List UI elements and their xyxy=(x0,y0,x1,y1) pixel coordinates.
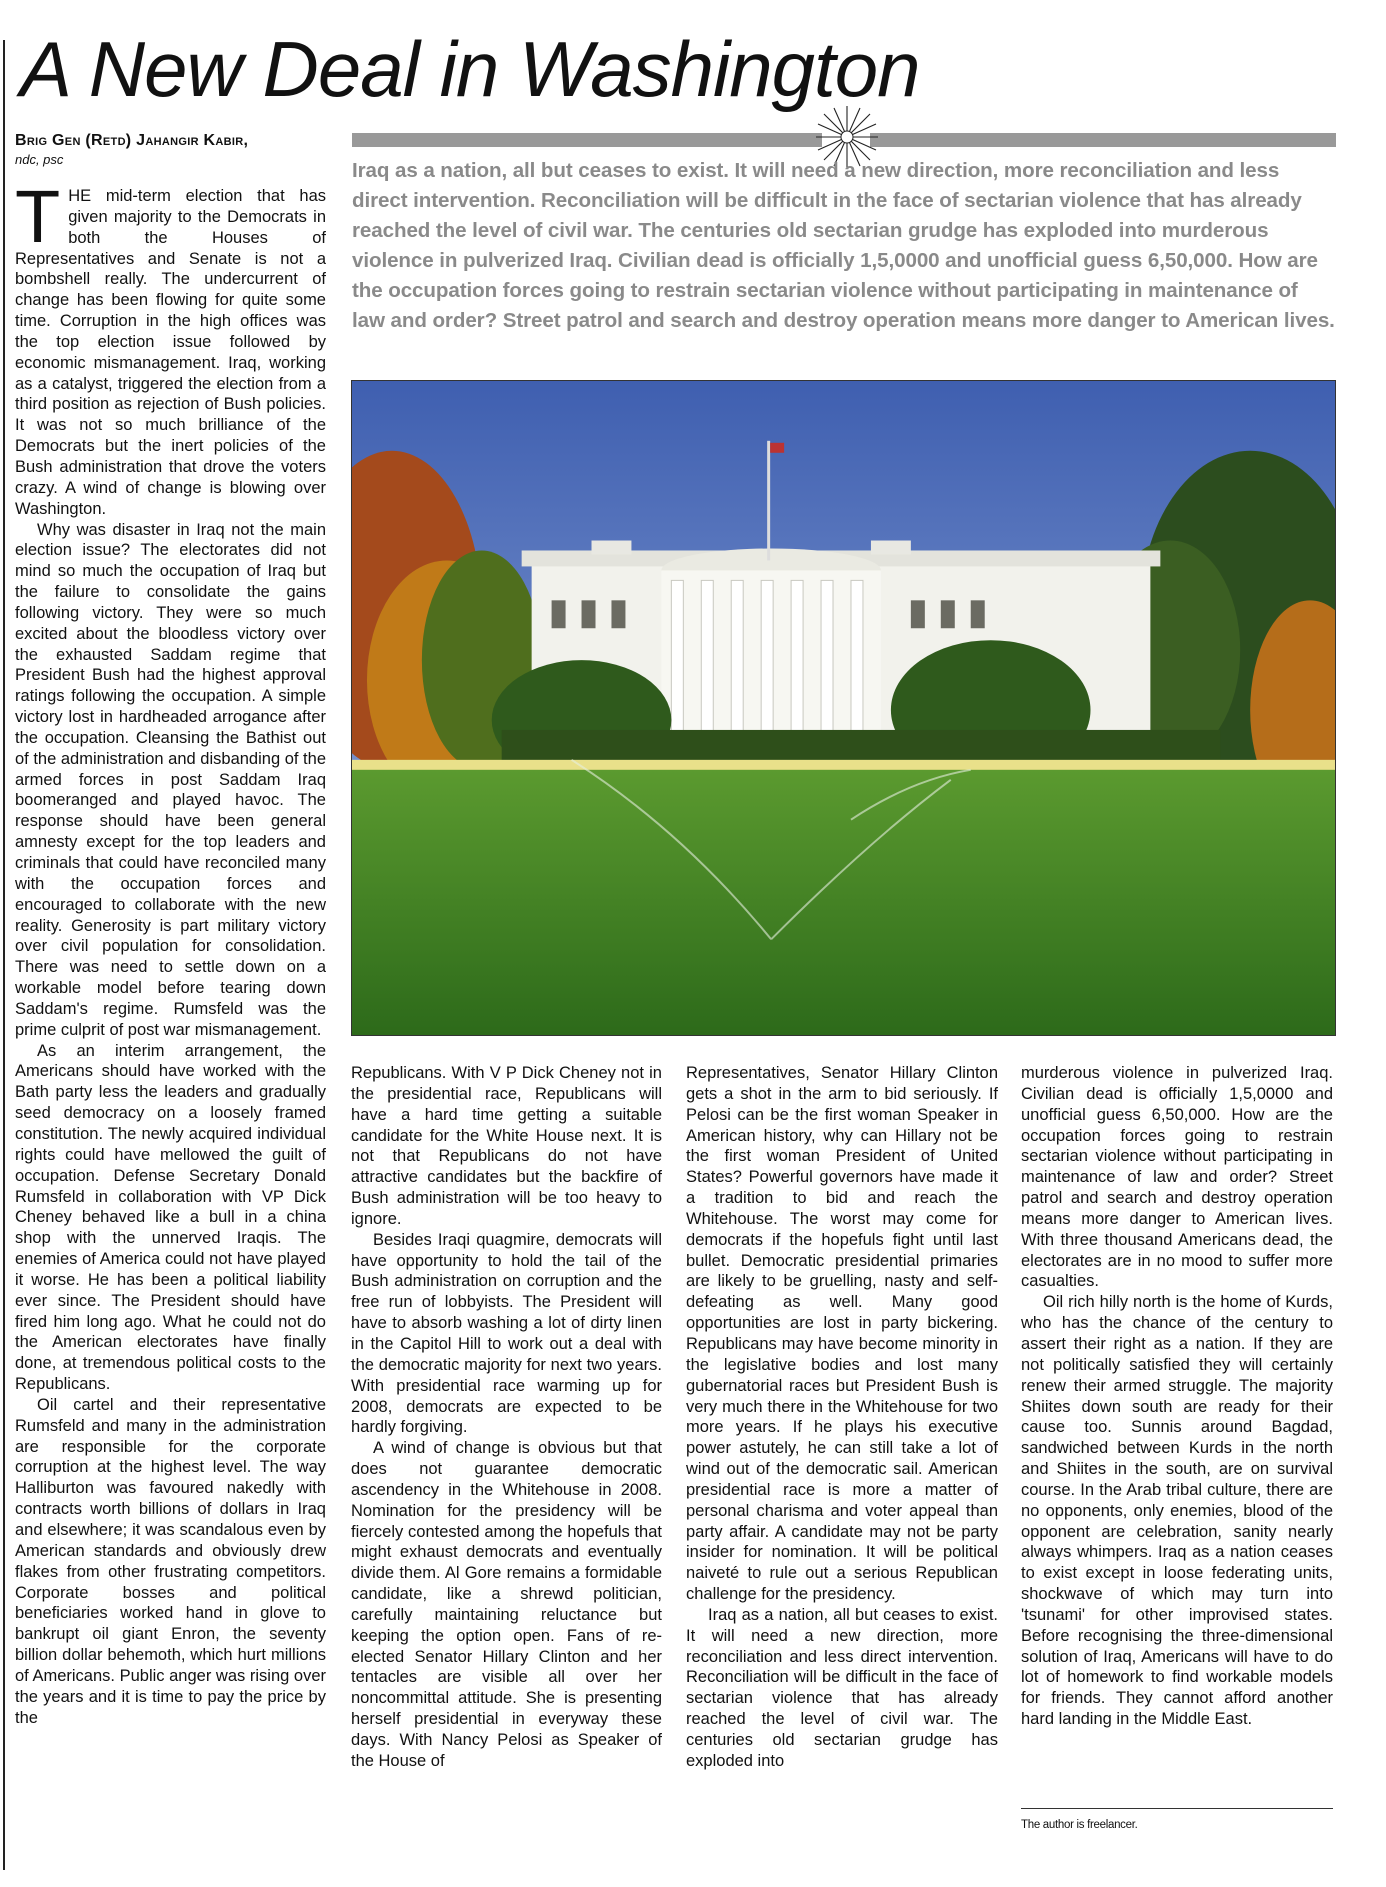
paragraph: Besides Iraqi quagmire, democrats will have opportunity to hold the tail of the Bush administration on corruption and the free run of lobbyists. The President will have to absorb washing a lot of dirty linen in the Capitol Hill to work out a deal with the democratic majority for next two years. With presidential race warming up for 2008, democrats are expected to be hardly forgiving. xyxy=(351,1230,662,1437)
paragraph: Republicans. With V P Dick Cheney not in the presidential race, Republicans will have a hard time getting a suitable candidate for the White House next. It is not that Republicans do not have attractive candidates but the backfire of Bush administration will be too heavy to ignore. xyxy=(351,1064,662,1228)
paragraph: Oil rich hilly north is the home of Kurds, who has the chance of the century to assert their right as a nation. If they are not politically satisfied they will certainly renew their armed struggle. The majority Shiites down south are ready for their cause too. Sunnis around Bagdad, sandwiched between Kurds in the north and Shiites in the south, are on survival course. In the Arab tribal culture, there are no opponents, only enemies, blood of the opponent are celebration, sanity nearly always whimpers. Iraq as a nation ceases to exist except in loose federating units, shockwave of which may turn into 'tsunami' for other improvised states. Before recognising the three-dimensional solution of Iraq, Americans will have to do lot of homework to find workable models for friends. They cannot afford another hard landing in the Middle East. xyxy=(1021,1293,1333,1729)
pull-quote: Iraq as a nation, all but ceases to exist. It will need a new direction, more reconciliation and less direct intervention. Reconciliation will be difficult in the face of sectarian violence that has already reached the level of civil war. The centuries old sectarian grudge has exploded into murderous violence in pulverized Iraq. Civilian dead is officially 1,5,0000 and unofficial guess 6,50,000. How are the occupation forces going to restrain sectarian violence without participating in maintenance of law and order? Street patrol and search and destroy operation means more danger to American lives. xyxy=(352,159,1335,332)
paragraph: Oil cartel and their representative Rumsfeld and many in the administration are responsible for the corporate corruption at the highest level. The way Halliburton was favoured nakedly with contracts worth billions of dollars in Iraq and elsewhere; it was scandalous even by American standards and obviously drew flakes from other frustrating competitors. Corporate bosses and political beneficiaries worked hand in glove to bankrupt oil giant Enron, the seventy billion dollar behemoth, which hurt millions of Americans. Public anger was rising over the years and it is time to pay the price by the xyxy=(15,1395,326,1727)
article-title: A New Deal in Washington xyxy=(20,25,920,113)
paragraph: Iraq as a nation, all but ceases to exist. It will need a new direction, more reconciliation and less direct intervention. Reconciliation will be difficult in the face of sectarian violence that has already reached the level of civil war. The centuries old sectarian grudge has exploded into xyxy=(686,1605,998,1770)
pull-quote-rule-left xyxy=(352,133,822,147)
article-column-1 xyxy=(15,186,326,1876)
left-margin-rule xyxy=(3,40,5,1870)
author-credentials: ndc, psc xyxy=(15,152,64,167)
white-house-photo xyxy=(351,380,1336,1036)
paragraph xyxy=(15,186,326,520)
author-name: Brig Gen (Retd) Jahangir Kabir, xyxy=(15,132,249,149)
drop-cap: T xyxy=(15,186,61,258)
pull-quote-rule-right xyxy=(870,133,1336,147)
byline xyxy=(15,132,330,167)
paragraph: As an interim arrangement, the Americans should have worked with the Bath party less the leaders and gradually seed democracy on a loosely framed constitution. The newly acquired individual rights could have mellowed the guilt of occupation. Defense Secretary Donald Rumsfeld in collaboration with VP Dick Cheney behaved like a bull in a china shop with the unnerved Iraqis. The enemies of America could not have played it worse. He has been a political liability ever since. The President should have fired him long ago. What he could not do the American electorates have finally done, at tremendous political costs to the Republicans. xyxy=(15,1041,326,1394)
paragraph: Representatives, Senator Hillary Clinton gets a shot in the arm to bid seriously. If Pelosi can be the first woman Speaker in American history, why can Hillary not be the first woman President of United States? Powerful governors have made it a tradition to bid and reach the Whitehouse. The worst may come for democrats if the hopefuls fight until last bullet. Democratic presidential primaries are likely to be gruelling, nasty and self-defeating as well. Many good opportunities are lost in party bickering. Republicans may have become minority in the legislative bodies and lost many gubernatorial races but President Bush is very much there in the Whitehouse for two more years. If he plays his executive power astutely, he can still take a lot of wind out of the democratic sail. American presidential race is more a matter of personal charisma and voter appeal than party affair. A candidate may not be party insider for nomination. It will be political naiveté to rule out a serious Republican challenge for the presidency. xyxy=(686,1064,998,1604)
footer-rule xyxy=(1021,1808,1333,1809)
article-column-4 xyxy=(1021,1063,1333,1793)
paragraph: Why was disaster in Iraq not the main election issue? The electorates did not mind so much the occupation of Iraq but the failure to consolidate the gains following victory. They were so much excited about the bloodless victory over the exhausted Saddam regime that President Bush had the highest approval ratings following the occupation. A simple victory lost in hardheaded arrogance after the occupation. Cleansing the Bathist out of the administration and disbanding of the armed forces in post Saddam Iraq boomeranged and played havoc. The response should have been general amnesty except for the top leaders and criminals that could have reconciled many with the occupation forces and encouraged to collaborate with the new reality. Generosity is part military victory over civil population for consolidation. There was need to settle down on a workable model before tearing down Saddam's regime. Rumsfeld was the prime culprit of post war mismanagement. xyxy=(15,520,326,1039)
article-column-3 xyxy=(686,1063,998,1863)
article-column-2 xyxy=(351,1063,662,1863)
paragraph-text: HE mid-term election that has given majority to the Democrats in both the Houses of Representatives and Senate is not a bombshell really. The undercurrent of change has been flowing for quite some time. Corruption in the high offices was the top election issue followed by economic mismanagement. Iraq, working as a catalyst, triggered the election from a third position as rejection of Bush policies. It was not so much brilliance of the Democrats but the inert policies of the Bush administration that drove the voters crazy. A wind of change is blowing over Washington. xyxy=(15,187,326,518)
paragraph: murderous violence in pulverized Iraq. Civilian dead is officially 1,5,0000 and unofficial guess 6,50,000. How are the occupation forces going to restrain sectarian violence without participating in maintenance of law and order? Street patrol and search and destroy operation means more danger to American lives. With three thousand Americans dead, the electorates are in no mood to suffer more casualties. xyxy=(1021,1064,1333,1291)
white-house-illustration xyxy=(352,381,1335,1035)
author-note: The author is freelancer. xyxy=(1021,1819,1138,1831)
paragraph: A wind of change is obvious but that does not guarantee democratic ascendency in the Whitehouse in 2008. Nomination for the presidency will be fiercely contested among the hopefuls that might exhaust democrats and eventually divide them. Al Gore remains a formidable candidate, like a shrewd politician, carefully maintaining reluctance but keeping the option open. Fans of re-elected Senator Hillary Clinton and her tentacles are visible all over her noncommittal attitude. She is presenting herself presidential in everyway these days. With Nancy Pelosi as Speaker of the House of xyxy=(351,1439,662,1770)
